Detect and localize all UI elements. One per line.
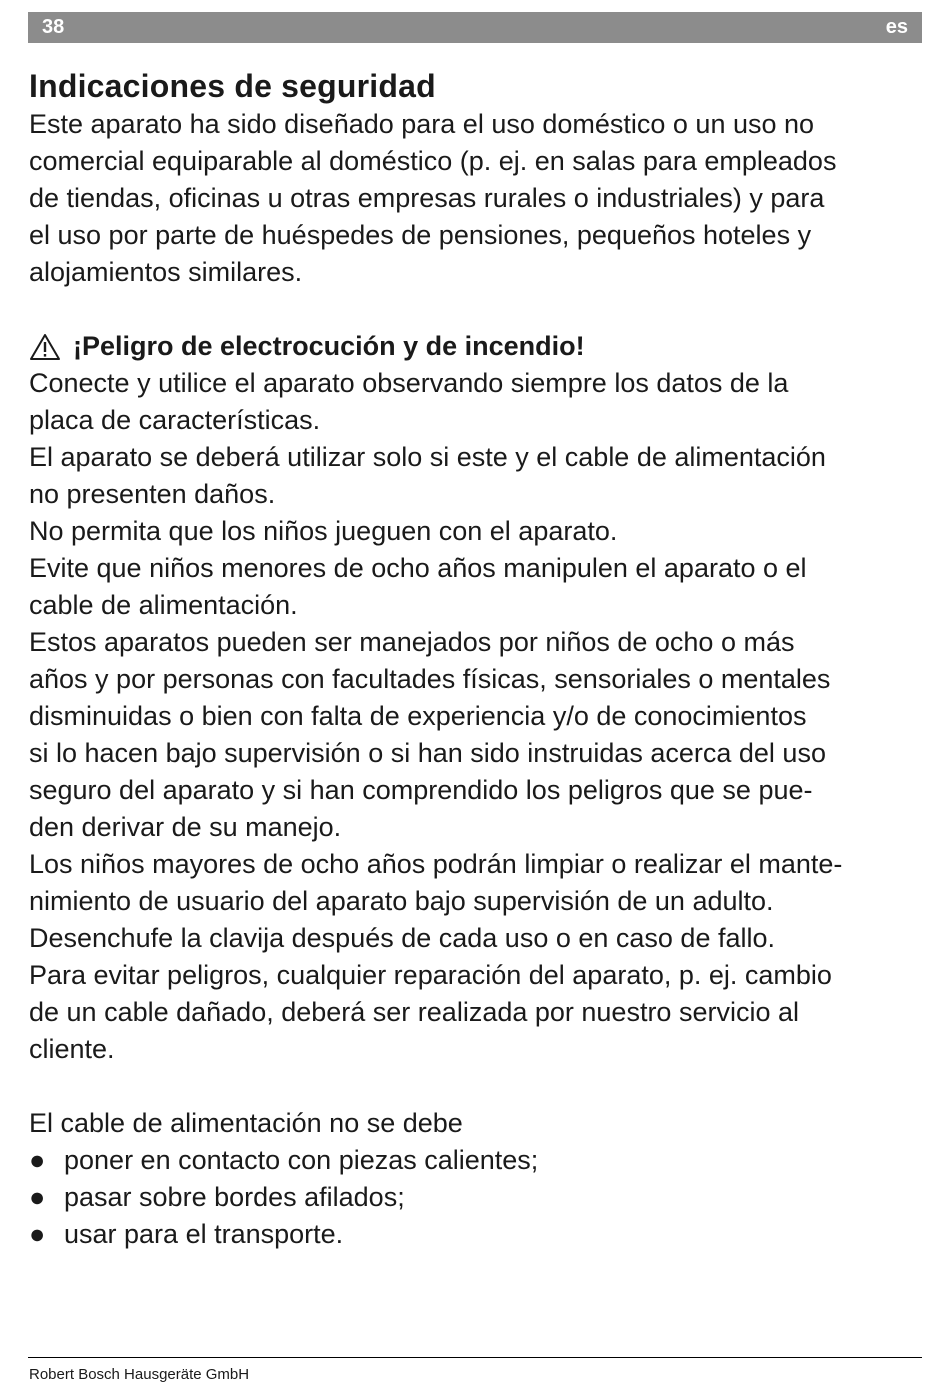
safety-paragraph	[29, 365, 929, 1068]
footer-divider	[28, 1357, 922, 1358]
page-header-bar	[28, 12, 922, 43]
text-line: den derivar de su manejo.	[29, 812, 342, 842]
text-line: seguro del aparato y si han comprendido los peligros que se pue-	[29, 775, 813, 805]
page-number: 38	[42, 16, 65, 38]
text-line: cable de alimentación.	[29, 590, 298, 620]
bullet-icon: ●	[29, 1219, 46, 1249]
text-line: comercial equiparable al doméstico (p. ej. en salas para empleados	[29, 146, 837, 176]
text-line: No permita que los niños jueguen con el aparato.	[29, 516, 618, 546]
warning-heading-text: ¡Peligro de electrocución y de incendio!	[73, 331, 585, 361]
text-line: placa de características.	[29, 405, 321, 435]
text-line: disminuidas o bien con falta de experiencia y/o de conocimientos	[29, 701, 807, 731]
text-line: Para evitar peligros, cualquier reparación del aparato, p. ej. cambio	[29, 960, 832, 990]
text-line: Este aparato ha sido diseñado para el uso doméstico o un uso no	[29, 109, 815, 139]
footer-company: Robert Bosch Hausgeräte GmbH	[29, 1366, 250, 1383]
list-item-text: usar para el transporte.	[64, 1219, 344, 1249]
intro-paragraph	[29, 106, 929, 291]
cable-intro: El cable de alimentación no se debe	[29, 1108, 463, 1138]
page-content	[29, 66, 929, 1253]
list-item	[29, 1179, 929, 1216]
text-line: El aparato se deberá utilizar solo si este y el cable de alimentación	[29, 442, 826, 472]
text-line: de tiendas, oficinas u otras empresas rurales o industriales) y para	[29, 183, 825, 213]
text-line: si lo hacen bajo supervisión o si han sido instruidas acerca del uso	[29, 738, 826, 768]
list-item	[29, 1142, 929, 1179]
bullet-icon: ●	[29, 1145, 46, 1175]
text-line: no presenten daños.	[29, 479, 276, 509]
text-line: nimiento de usuario del aparato bajo supervisión de un adulto.	[29, 886, 774, 916]
text-line: Los niños mayores de ocho años podrán limpiar o realizar el mante-	[29, 849, 843, 879]
text-line: alojamientos similares.	[29, 257, 303, 287]
text-line: Conecte y utilice el aparato observando siempre los datos de la	[29, 368, 789, 398]
bullet-icon: ●	[29, 1182, 46, 1212]
list-item-text: pasar sobre bordes afilados;	[64, 1182, 405, 1212]
text-line: de un cable dañado, deberá ser realizada por nuestro servicio al	[29, 997, 799, 1027]
list-item-text: poner en contacto con piezas calientes;	[64, 1145, 539, 1175]
language-code: es	[885, 16, 908, 38]
text-line: Desenchufe la clavija después de cada uso o en caso de fallo.	[29, 923, 775, 953]
list-item	[29, 1216, 929, 1253]
text-line: Estos aparatos pueden ser manejados por niños de ocho o más	[29, 627, 795, 657]
warning-heading	[29, 328, 929, 365]
warning-triangle-icon	[29, 333, 61, 361]
text-line: Evite que niños menores de ocho años manipulen el aparato o el	[29, 553, 807, 583]
cable-warning-list	[29, 1142, 929, 1253]
text-line: el uso por parte de huéspedes de pensiones, pequeños hoteles y	[29, 220, 812, 250]
section-title: Indicaciones de seguridad	[29, 68, 436, 104]
text-line: cliente.	[29, 1034, 115, 1064]
text-line: años y por personas con facultades físicas, sensoriales o mentales	[29, 664, 831, 694]
